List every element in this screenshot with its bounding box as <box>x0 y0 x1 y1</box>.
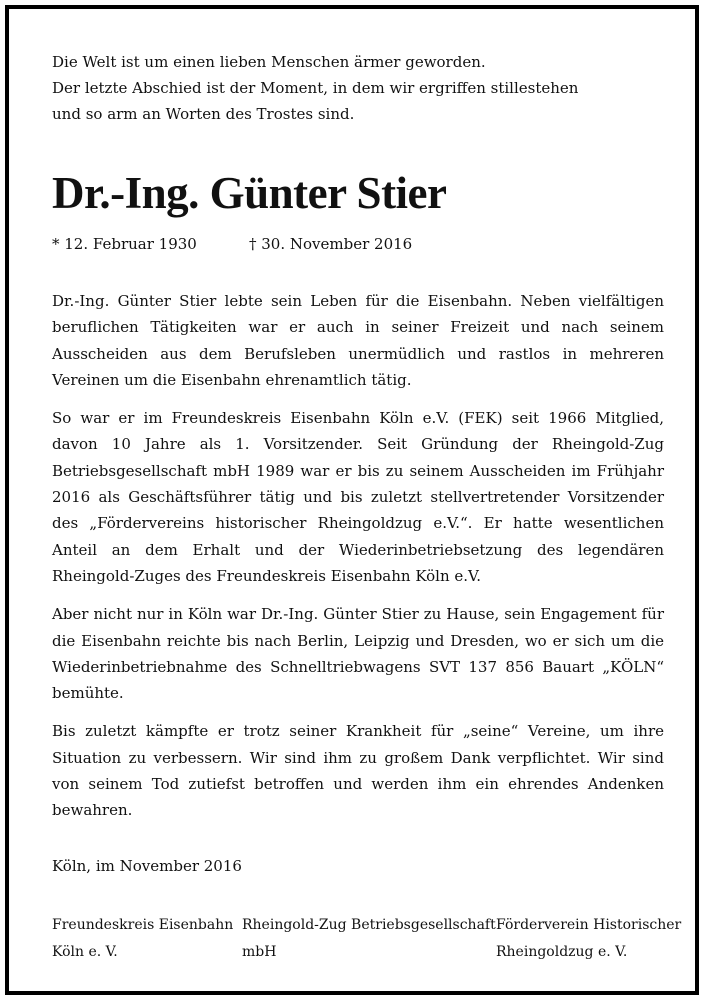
body-paragraph: Bis zuletzt kämpfte er trotz seiner Krankheit für „seine“ Vereine, um ihre Situation zu verbessern. Wir sind ihm zu großem Dank verpflichtet. Wir sind von seinem Tod zutiefst betroffen und werden ihm ein ehrendes Andenken bewahren. <box>52 722 664 820</box>
intro-line: Der letzte Abschied ist der Moment, in dem wir ergriffen stillestehen <box>52 79 579 97</box>
signer-line: Rheingold-Zug Betriebsgesellschaft <box>242 917 496 933</box>
place-date: Köln, im November 2016 <box>52 857 242 875</box>
body-paragraph: So war er im Freundeskreis Eisenbahn Köln e.V. (FEK) seit 1966 Mitglied, davon 10 Jahre als 1. Vorsitzender. Seit Gründung der Rheingold-Zug Betriebsgesellschaft mbH 1989 war er bis zu seinem Ausscheiden im Frühjahr 2016 als Geschäftsführer tätig und bis zuletzt stellvertretender Vorsitzender des „Fördervereins historischer Rheingoldzug e.V.“. Er hatte wesentlichen Anteil an dem Erhalt und der Wiederinbetriebsetzung des legendären Rheingold-Zuges des Freundeskreis Eisenbahn Köln e.V. <box>52 409 664 585</box>
intro-line: und so arm an Worten des Trostes sind. <box>52 105 355 123</box>
signer-line: Förderverein Historischer <box>496 917 682 933</box>
signer-foerderverein <box>496 912 681 966</box>
signer-freundeskreis <box>52 912 233 966</box>
intro-line: Die Welt ist um einen lieben Menschen ärmer geworden. <box>52 53 486 71</box>
body-paragraph: Dr.-Ing. Günter Stier lebte sein Leben für die Eisenbahn. Neben vielfältigen beruflichen Tätigkeiten war er auch in seiner Freizeit und nach seinem Ausscheiden aus dem Berufsleben unermüdlich und rastlos in mehreren Vereinen um die Eisenbahn ehrenamtlich tätig. <box>52 292 664 389</box>
obituary-body <box>52 288 664 836</box>
signer-line: Köln e. V. <box>52 944 118 960</box>
intro-verse <box>52 49 664 127</box>
signer-rheingold-zug <box>242 912 496 966</box>
signer-line: mbH <box>242 944 277 960</box>
death-date: † 30. November 2016 <box>249 235 413 253</box>
deceased-name: Dr.-Ing. Günter Stier <box>52 168 447 218</box>
signer-line: Rheingoldzug e. V. <box>496 944 628 960</box>
obituary-frame <box>5 5 699 995</box>
birth-date: * 12. Februar 1930 <box>52 235 197 253</box>
signer-line: Freundeskreis Eisenbahn <box>52 917 234 933</box>
body-paragraph: Aber nicht nur in Köln war Dr.-Ing. Günter Stier zu Hause, sein Engagement für die Eisenbahn reichte bis nach Berlin, Leipzig und Dresden, wo er sich um die Wiederinbetriebnahme des Schnelltriebwagens SVT 137 856 Bauart „KÖLN“ bemühte. <box>52 605 664 703</box>
